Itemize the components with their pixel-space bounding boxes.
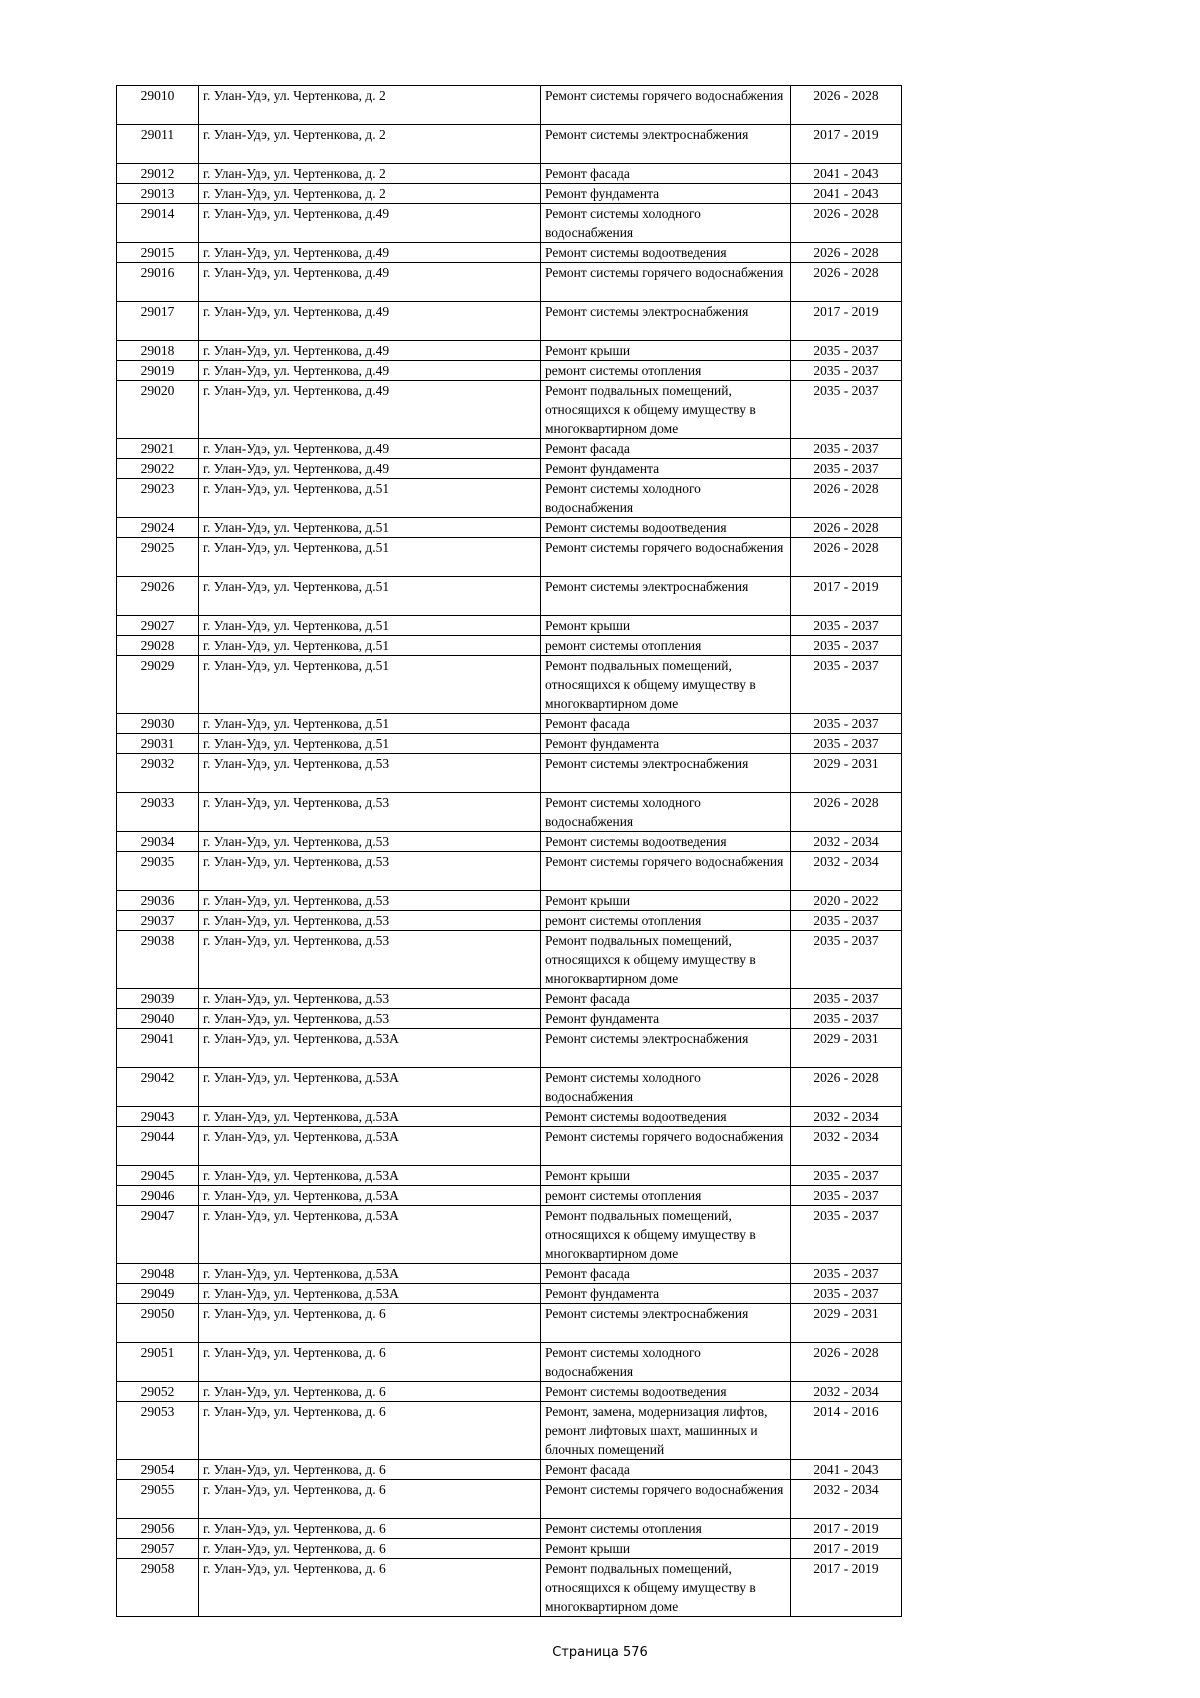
address-cell: г. Улан-Удэ, ул. Чертенкова, д.53А — [199, 1166, 541, 1186]
row-id-cell: 29022 — [117, 459, 199, 479]
table-row — [117, 754, 902, 793]
period-cell: 2029 - 2031 — [791, 1304, 902, 1343]
period-cell: 2026 - 2028 — [791, 479, 902, 518]
row-id-cell: 29037 — [117, 911, 199, 931]
row-id-cell: 29020 — [117, 381, 199, 439]
address-cell: г. Улан-Удэ, ул. Чертенкова, д.53 — [199, 852, 541, 891]
period-cell: 2017 - 2019 — [791, 302, 902, 341]
table-row — [117, 911, 902, 931]
period-cell: 2032 - 2034 — [791, 1382, 902, 1402]
address-cell: г. Улан-Удэ, ул. Чертенкова, д.51 — [199, 656, 541, 714]
address-cell: г. Улан-Удэ, ул. Чертенкова, д.53 — [199, 1009, 541, 1029]
row-id-cell: 29052 — [117, 1382, 199, 1402]
table-row — [117, 577, 902, 616]
work-type-cell: Ремонт системы горячего водоснабжения — [541, 86, 791, 125]
table-row — [117, 1206, 902, 1264]
table-row — [117, 656, 902, 714]
period-cell: 2032 - 2034 — [791, 1127, 902, 1166]
table-row — [117, 538, 902, 577]
period-cell: 2035 - 2037 — [791, 636, 902, 656]
table-row — [117, 931, 902, 989]
period-cell: 2041 - 2043 — [791, 1460, 902, 1480]
address-cell: г. Улан-Удэ, ул. Чертенкова, д.53 — [199, 832, 541, 852]
table-row — [117, 1166, 902, 1186]
table-row — [117, 302, 902, 341]
table-row — [117, 1402, 902, 1460]
row-id-cell: 29046 — [117, 1186, 199, 1206]
work-type-cell: Ремонт системы горячего водоснабжения — [541, 1127, 791, 1166]
work-type-cell: Ремонт системы холодного водоснабжения — [541, 1343, 791, 1382]
address-cell: г. Улан-Удэ, ул. Чертенкова, д. 6 — [199, 1480, 541, 1519]
period-cell: 2032 - 2034 — [791, 832, 902, 852]
work-type-cell: Ремонт фасада — [541, 1460, 791, 1480]
row-id-cell: 29041 — [117, 1029, 199, 1068]
table-row — [117, 1009, 902, 1029]
row-id-cell: 29039 — [117, 989, 199, 1009]
address-cell: г. Улан-Удэ, ул. Чертенкова, д. 2 — [199, 125, 541, 164]
address-cell: г. Улан-Удэ, ул. Чертенкова, д.53А — [199, 1127, 541, 1166]
period-cell: 2035 - 2037 — [791, 439, 902, 459]
period-cell: 2035 - 2037 — [791, 616, 902, 636]
row-id-cell: 29017 — [117, 302, 199, 341]
period-cell: 2017 - 2019 — [791, 125, 902, 164]
row-id-cell: 29012 — [117, 164, 199, 184]
row-id-cell: 29024 — [117, 518, 199, 538]
work-type-cell: Ремонт крыши — [541, 891, 791, 911]
table-row — [117, 891, 902, 911]
table-row — [117, 1264, 902, 1284]
period-cell: 2026 - 2028 — [791, 1343, 902, 1382]
address-cell: г. Улан-Удэ, ул. Чертенкова, д. 6 — [199, 1519, 541, 1539]
period-cell: 2017 - 2019 — [791, 577, 902, 616]
work-type-cell: Ремонт системы водоотведения — [541, 243, 791, 263]
row-id-cell: 29021 — [117, 439, 199, 459]
table-row — [117, 439, 902, 459]
work-type-cell: Ремонт системы электроснабжения — [541, 754, 791, 793]
table-row — [117, 1068, 902, 1107]
work-type-cell: Ремонт системы электроснабжения — [541, 125, 791, 164]
period-cell: 2035 - 2037 — [791, 931, 902, 989]
work-type-cell: Ремонт фундамента — [541, 1009, 791, 1029]
address-cell: г. Улан-Удэ, ул. Чертенкова, д.51 — [199, 538, 541, 577]
period-cell: 2035 - 2037 — [791, 989, 902, 1009]
address-cell: г. Улан-Удэ, ул. Чертенкова, д.49 — [199, 439, 541, 459]
table-row — [117, 1029, 902, 1068]
address-cell: г. Улан-Удэ, ул. Чертенкова, д.53А — [199, 1186, 541, 1206]
row-id-cell: 29025 — [117, 538, 199, 577]
period-cell: 2032 - 2034 — [791, 1480, 902, 1519]
row-id-cell: 29028 — [117, 636, 199, 656]
work-type-cell: Ремонт системы холодного водоснабжения — [541, 793, 791, 832]
address-cell: г. Улан-Удэ, ул. Чертенкова, д. 6 — [199, 1343, 541, 1382]
period-cell: 2026 - 2028 — [791, 1068, 902, 1107]
row-id-cell: 29023 — [117, 479, 199, 518]
table-row — [117, 734, 902, 754]
row-id-cell: 29014 — [117, 204, 199, 243]
table-row — [117, 616, 902, 636]
table-row — [117, 204, 902, 243]
work-type-cell: Ремонт фасада — [541, 439, 791, 459]
table-row — [117, 636, 902, 656]
address-cell: г. Улан-Удэ, ул. Чертенкова, д.53 — [199, 754, 541, 793]
row-id-cell: 29056 — [117, 1519, 199, 1539]
table-row — [117, 1107, 902, 1127]
address-cell: г. Улан-Удэ, ул. Чертенкова, д.49 — [199, 302, 541, 341]
work-type-cell: Ремонт фасада — [541, 989, 791, 1009]
row-id-cell: 29054 — [117, 1460, 199, 1480]
work-type-cell: Ремонт подвальных помещений, относящихся к общему имуществу в многоквартирном доме — [541, 1559, 791, 1617]
table-row — [117, 125, 902, 164]
table-row — [117, 852, 902, 891]
work-type-cell: Ремонт, замена, модернизация лифтов, ремонт лифтовых шахт, машинных и блочных помещений — [541, 1402, 791, 1460]
work-type-cell: ремонт системы отопления — [541, 361, 791, 381]
table-row — [117, 459, 902, 479]
work-type-cell: Ремонт системы холодного водоснабжения — [541, 479, 791, 518]
row-id-cell: 29045 — [117, 1166, 199, 1186]
address-cell: г. Улан-Удэ, ул. Чертенкова, д.51 — [199, 734, 541, 754]
work-type-cell: Ремонт фасада — [541, 714, 791, 734]
row-id-cell: 29048 — [117, 1264, 199, 1284]
page-number: Страница 576 — [552, 1645, 648, 1660]
address-cell: г. Улан-Удэ, ул. Чертенкова, д. 6 — [199, 1304, 541, 1343]
period-cell: 2035 - 2037 — [791, 1206, 902, 1264]
row-id-cell: 29058 — [117, 1559, 199, 1617]
row-id-cell: 29011 — [117, 125, 199, 164]
work-type-cell: Ремонт системы горячего водоснабжения — [541, 263, 791, 302]
table-body — [117, 86, 902, 1617]
table-row — [117, 793, 902, 832]
table-row — [117, 1127, 902, 1166]
row-id-cell: 29031 — [117, 734, 199, 754]
work-type-cell: Ремонт крыши — [541, 341, 791, 361]
table-row — [117, 1284, 902, 1304]
work-type-cell: Ремонт фасада — [541, 164, 791, 184]
table-row — [117, 341, 902, 361]
work-type-cell: Ремонт крыши — [541, 1539, 791, 1559]
work-type-cell: Ремонт подвальных помещений, относящихся к общему имуществу в многоквартирном доме — [541, 1206, 791, 1264]
address-cell: г. Улан-Удэ, ул. Чертенкова, д.51 — [199, 636, 541, 656]
row-id-cell: 29018 — [117, 341, 199, 361]
address-cell: г. Улан-Удэ, ул. Чертенкова, д. 6 — [199, 1402, 541, 1460]
address-cell: г. Улан-Удэ, ул. Чертенкова, д. 6 — [199, 1559, 541, 1617]
work-type-cell: Ремонт системы электроснабжения — [541, 1304, 791, 1343]
address-cell: г. Улан-Удэ, ул. Чертенкова, д.51 — [199, 714, 541, 734]
row-id-cell: 29049 — [117, 1284, 199, 1304]
period-cell: 2014 - 2016 — [791, 1402, 902, 1460]
row-id-cell: 29051 — [117, 1343, 199, 1382]
table-row — [117, 1539, 902, 1559]
period-cell: 2035 - 2037 — [791, 1009, 902, 1029]
period-cell: 2029 - 2031 — [791, 1029, 902, 1068]
work-type-cell: Ремонт крыши — [541, 1166, 791, 1186]
row-id-cell: 29033 — [117, 793, 199, 832]
table-row — [117, 361, 902, 381]
period-cell: 2035 - 2037 — [791, 1264, 902, 1284]
row-id-cell: 29047 — [117, 1206, 199, 1264]
work-type-cell: Ремонт системы горячего водоснабжения — [541, 1480, 791, 1519]
work-type-cell: Ремонт системы холодного водоснабжения — [541, 1068, 791, 1107]
work-type-cell: Ремонт фундамента — [541, 184, 791, 204]
work-type-cell: Ремонт системы водоотведения — [541, 1382, 791, 1402]
row-id-cell: 29038 — [117, 931, 199, 989]
row-id-cell: 29029 — [117, 656, 199, 714]
row-id-cell: 29026 — [117, 577, 199, 616]
work-type-cell: Ремонт системы холодного водоснабжения — [541, 204, 791, 243]
row-id-cell: 29053 — [117, 1402, 199, 1460]
period-cell: 2035 - 2037 — [791, 911, 902, 931]
table-row — [117, 184, 902, 204]
address-cell: г. Улан-Удэ, ул. Чертенкова, д.53 — [199, 931, 541, 989]
address-cell: г. Улан-Удэ, ул. Чертенкова, д.53А — [199, 1029, 541, 1068]
period-cell: 2026 - 2028 — [791, 518, 902, 538]
table-row — [117, 1559, 902, 1617]
work-type-cell: Ремонт крыши — [541, 616, 791, 636]
row-id-cell: 29057 — [117, 1539, 199, 1559]
address-cell: г. Улан-Удэ, ул. Чертенкова, д.49 — [199, 361, 541, 381]
table-row — [117, 263, 902, 302]
row-id-cell: 29035 — [117, 852, 199, 891]
row-id-cell: 29043 — [117, 1107, 199, 1127]
table-row — [117, 243, 902, 263]
address-cell: г. Улан-Удэ, ул. Чертенкова, д.51 — [199, 518, 541, 538]
period-cell: 2026 - 2028 — [791, 86, 902, 125]
period-cell: 2032 - 2034 — [791, 1107, 902, 1127]
work-type-cell: ремонт системы отопления — [541, 1186, 791, 1206]
row-id-cell: 29032 — [117, 754, 199, 793]
table-row — [117, 714, 902, 734]
address-cell: г. Улан-Удэ, ул. Чертенкова, д.49 — [199, 381, 541, 439]
address-cell: г. Улан-Удэ, ул. Чертенкова, д.51 — [199, 616, 541, 636]
work-type-cell: Ремонт системы электроснабжения — [541, 577, 791, 616]
period-cell: 2035 - 2037 — [791, 734, 902, 754]
row-id-cell: 29016 — [117, 263, 199, 302]
work-type-cell: Ремонт подвальных помещений, относящихся к общему имуществу в многоквартирном доме — [541, 931, 791, 989]
address-cell: г. Улан-Удэ, ул. Чертенкова, д.49 — [199, 204, 541, 243]
row-id-cell: 29036 — [117, 891, 199, 911]
address-cell: г. Улан-Удэ, ул. Чертенкова, д.53 — [199, 989, 541, 1009]
work-type-cell: Ремонт фундамента — [541, 734, 791, 754]
work-type-cell: Ремонт фасада — [541, 1264, 791, 1284]
address-cell: г. Улан-Удэ, ул. Чертенкова, д.53А — [199, 1107, 541, 1127]
row-id-cell: 29040 — [117, 1009, 199, 1029]
period-cell: 2017 - 2019 — [791, 1539, 902, 1559]
period-cell: 2035 - 2037 — [791, 381, 902, 439]
work-type-cell: Ремонт системы горячего водоснабжения — [541, 538, 791, 577]
table-row — [117, 518, 902, 538]
row-id-cell: 29044 — [117, 1127, 199, 1166]
row-id-cell: 29019 — [117, 361, 199, 381]
address-cell: г. Улан-Удэ, ул. Чертенкова, д. 6 — [199, 1382, 541, 1402]
work-type-cell: Ремонт системы водоотведения — [541, 1107, 791, 1127]
work-type-cell: Ремонт подвальных помещений, относящихся к общему имуществу в многоквартирном доме — [541, 381, 791, 439]
row-id-cell: 29055 — [117, 1480, 199, 1519]
address-cell: г. Улан-Удэ, ул. Чертенкова, д.53 — [199, 793, 541, 832]
work-type-cell: Ремонт системы водоотведения — [541, 832, 791, 852]
row-id-cell: 29034 — [117, 832, 199, 852]
table-row — [117, 381, 902, 439]
period-cell: 2035 - 2037 — [791, 361, 902, 381]
period-cell: 2041 - 2043 — [791, 184, 902, 204]
address-cell: г. Улан-Удэ, ул. Чертенкова, д.53А — [199, 1068, 541, 1107]
table-row — [117, 832, 902, 852]
period-cell: 2035 - 2037 — [791, 341, 902, 361]
work-type-cell: ремонт системы отопления — [541, 636, 791, 656]
address-cell: г. Улан-Удэ, ул. Чертенкова, д.53А — [199, 1284, 541, 1304]
address-cell: г. Улан-Удэ, ул. Чертенкова, д.53 — [199, 891, 541, 911]
row-id-cell: 29042 — [117, 1068, 199, 1107]
period-cell: 2035 - 2037 — [791, 1284, 902, 1304]
period-cell: 2029 - 2031 — [791, 754, 902, 793]
address-cell: г. Улан-Удэ, ул. Чертенкова, д. 6 — [199, 1460, 541, 1480]
period-cell: 2032 - 2034 — [791, 852, 902, 891]
period-cell: 2035 - 2037 — [791, 656, 902, 714]
table-row — [117, 479, 902, 518]
period-cell: 2020 - 2022 — [791, 891, 902, 911]
row-id-cell: 29030 — [117, 714, 199, 734]
work-type-cell: Ремонт системы электроснабжения — [541, 1029, 791, 1068]
address-cell: г. Улан-Удэ, ул. Чертенкова, д. 2 — [199, 164, 541, 184]
row-id-cell: 29013 — [117, 184, 199, 204]
table-row — [117, 1343, 902, 1382]
table-row — [117, 164, 902, 184]
address-cell: г. Улан-Удэ, ул. Чертенкова, д.49 — [199, 341, 541, 361]
work-type-cell: Ремонт фундамента — [541, 1284, 791, 1304]
period-cell: 2026 - 2028 — [791, 538, 902, 577]
work-type-cell: Ремонт системы горячего водоснабжения — [541, 852, 791, 891]
address-cell: г. Улан-Удэ, ул. Чертенкова, д.51 — [199, 577, 541, 616]
address-cell: г. Улан-Удэ, ул. Чертенкова, д.49 — [199, 243, 541, 263]
address-cell: г. Улан-Удэ, ул. Чертенкова, д.51 — [199, 479, 541, 518]
period-cell: 2017 - 2019 — [791, 1559, 902, 1617]
address-cell: г. Улан-Удэ, ул. Чертенкова, д.53А — [199, 1264, 541, 1284]
work-type-cell: Ремонт системы электроснабжения — [541, 302, 791, 341]
row-id-cell: 29027 — [117, 616, 199, 636]
period-cell: 2026 - 2028 — [791, 243, 902, 263]
period-cell: 2017 - 2019 — [791, 1519, 902, 1539]
address-cell: г. Улан-Удэ, ул. Чертенкова, д.49 — [199, 263, 541, 302]
period-cell: 2035 - 2037 — [791, 1186, 902, 1206]
work-type-cell: Ремонт системы отопления — [541, 1519, 791, 1539]
period-cell: 2035 - 2037 — [791, 1166, 902, 1186]
period-cell: 2026 - 2028 — [791, 263, 902, 302]
period-cell: 2041 - 2043 — [791, 164, 902, 184]
work-type-cell: Ремонт системы водоотведения — [541, 518, 791, 538]
period-cell: 2035 - 2037 — [791, 714, 902, 734]
address-cell: г. Улан-Удэ, ул. Чертенкова, д.49 — [199, 459, 541, 479]
table-row — [117, 86, 902, 125]
row-id-cell: 29050 — [117, 1304, 199, 1343]
table-row — [117, 1304, 902, 1343]
repair-schedule-table — [116, 85, 902, 1617]
address-cell: г. Улан-Удэ, ул. Чертенкова, д. 2 — [199, 86, 541, 125]
address-cell: г. Улан-Удэ, ул. Чертенкова, д.53 — [199, 911, 541, 931]
work-type-cell: Ремонт подвальных помещений, относящихся к общему имуществу в многоквартирном доме — [541, 656, 791, 714]
table-row — [117, 1480, 902, 1519]
work-type-cell: ремонт системы отопления — [541, 911, 791, 931]
table-row — [117, 1519, 902, 1539]
table-row — [117, 1460, 902, 1480]
address-cell: г. Улан-Удэ, ул. Чертенкова, д. 2 — [199, 184, 541, 204]
row-id-cell: 29015 — [117, 243, 199, 263]
table-row — [117, 1382, 902, 1402]
table-row — [117, 1186, 902, 1206]
row-id-cell: 29010 — [117, 86, 199, 125]
period-cell: 2026 - 2028 — [791, 204, 902, 243]
table-row — [117, 989, 902, 1009]
period-cell: 2035 - 2037 — [791, 459, 902, 479]
work-type-cell: Ремонт фундамента — [541, 459, 791, 479]
address-cell: г. Улан-Удэ, ул. Чертенкова, д.53А — [199, 1206, 541, 1264]
address-cell: г. Улан-Удэ, ул. Чертенкова, д. 6 — [199, 1539, 541, 1559]
period-cell: 2026 - 2028 — [791, 793, 902, 832]
